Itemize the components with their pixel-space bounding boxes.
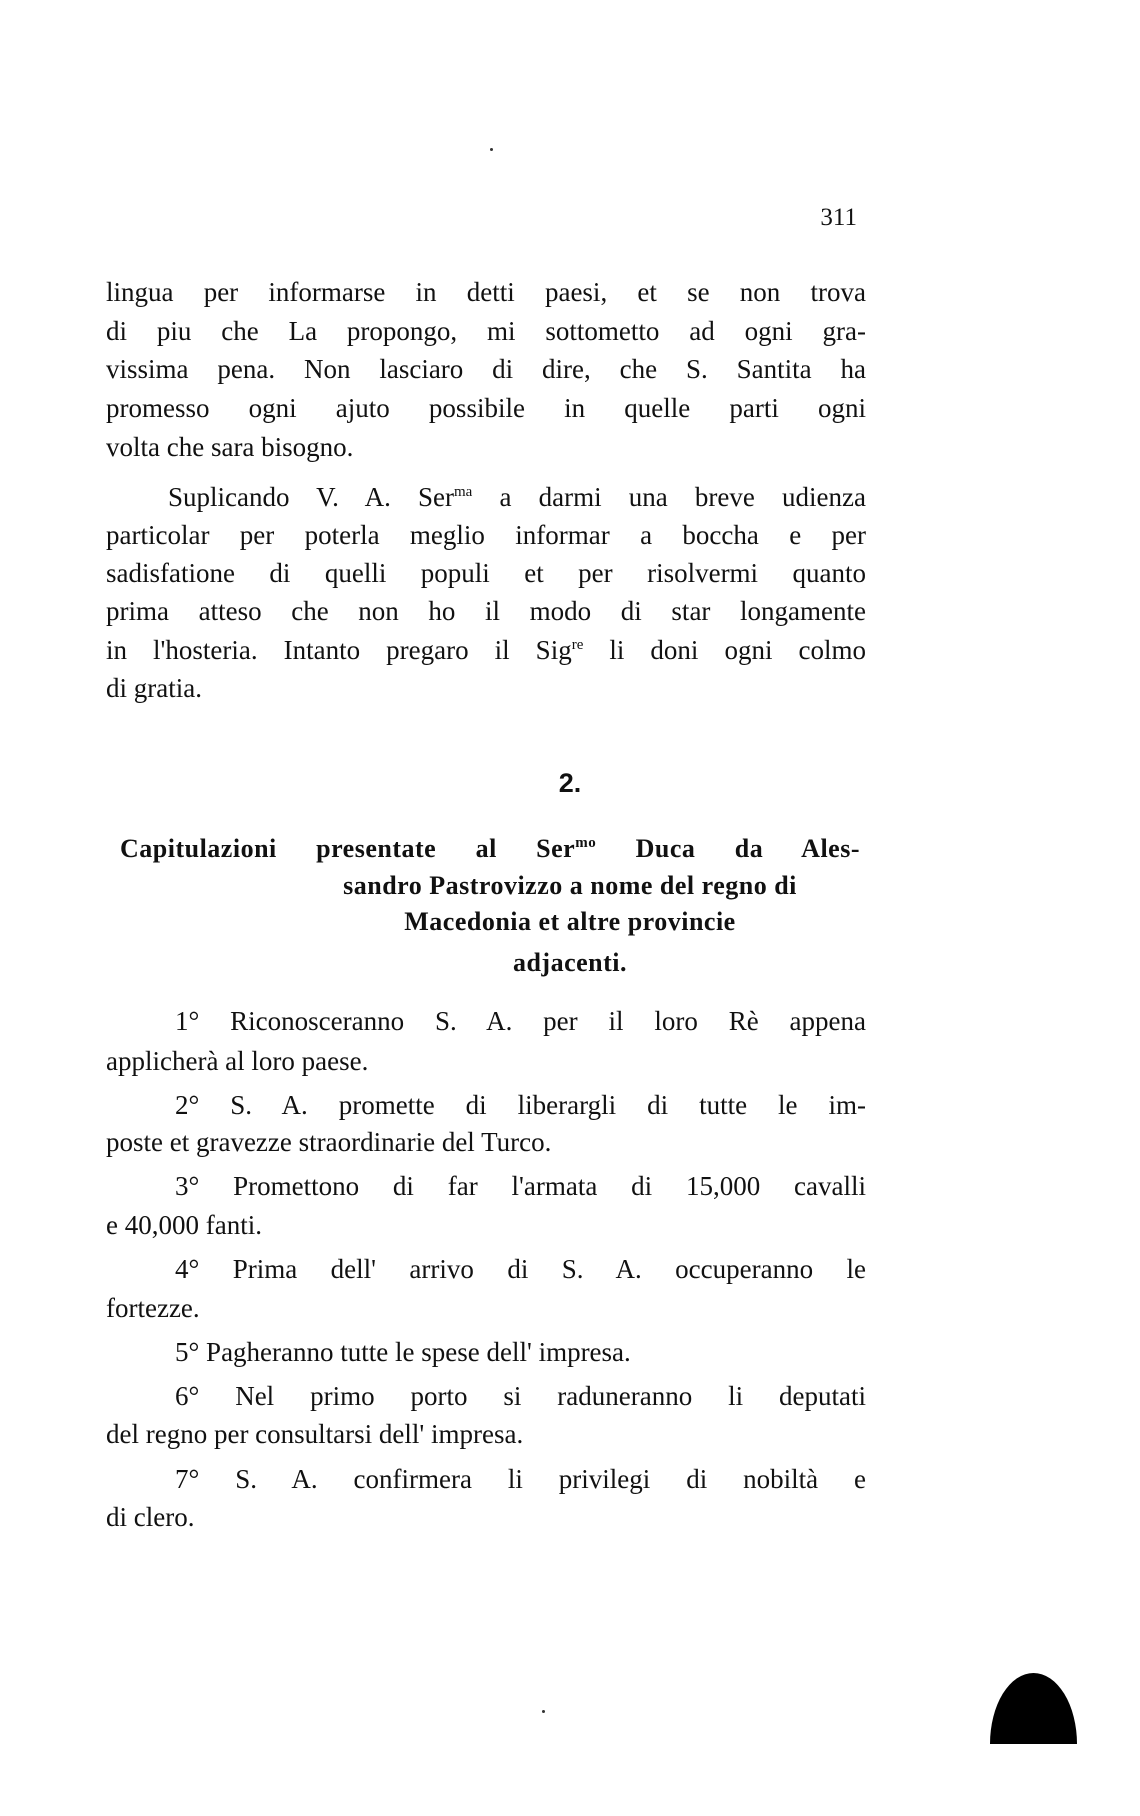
text-line: vissima pena. Non lasciaro di dire, che S. Santita ha	[106, 354, 866, 384]
text-line	[106, 634, 866, 666]
text-line: volta che sara bisogno.	[106, 432, 354, 462]
speck	[542, 1710, 545, 1713]
text: li doni ogni colmo	[583, 635, 866, 665]
scan-artifact	[990, 1673, 1077, 1744]
section-number: 2.	[558, 768, 582, 798]
speck	[490, 148, 493, 151]
list-item-line: fortezze.	[106, 1293, 200, 1323]
list-item-line: del regno per consultarsi dell' impresa.	[106, 1419, 524, 1449]
text-line: di gratia.	[106, 673, 202, 703]
list-item-line: 4° Prima dell' arrivo di S. A. occuperanno le	[175, 1254, 866, 1284]
superscript: mo	[575, 835, 597, 851]
text-line	[168, 481, 866, 513]
list-item-line: 1° Riconosceranno S. A. per il loro Rè appena	[175, 1006, 866, 1036]
superscript: re	[571, 637, 584, 653]
list-item-line: 5° Pagheranno tutte le spese dell' impresa.	[175, 1337, 631, 1367]
list-item-line: e 40,000 fanti.	[106, 1210, 262, 1240]
text: Suplicando V. A. Ser	[168, 482, 454, 512]
list-item-line: 7° S. A. confirmera li privilegi di nobiltà e	[175, 1464, 866, 1494]
text: Capitulazioni presentate al Ser	[120, 834, 576, 863]
list-item-line: 3° Promettono di far l'armata di 15,000 cavalli	[175, 1171, 866, 1201]
superscript: ma	[454, 484, 473, 500]
text-line: prima atteso che non ho il modo di star longamente	[106, 596, 866, 626]
text: Duca da Ales-	[596, 834, 860, 863]
list-item-line: di clero.	[106, 1502, 195, 1532]
title-line: adjacenti.	[512, 948, 628, 977]
text-line: di piu che La propongo, mi sottometto ad ogni gra-	[106, 316, 866, 346]
list-item-line: poste et gravezze straordinarie del Turco.	[106, 1127, 552, 1157]
list-item-line: 6° Nel primo porto si raduneranno li deputati	[175, 1381, 866, 1411]
text: in l'hosteria. Intanto pregaro il Sig	[106, 635, 572, 665]
title-line: Macedonia et altre provincie	[404, 907, 736, 936]
list-item-line: applicherà al loro paese.	[106, 1046, 369, 1076]
title-line: sandro Pastrovizzo a nome del regno di	[343, 871, 797, 900]
page-number: 311	[820, 204, 857, 231]
title-line	[120, 834, 860, 864]
text: a darmi una breve udienza	[472, 482, 866, 512]
text-line: particolar per poterla meglio informar a boccha e per	[106, 520, 866, 550]
text-line: lingua per informarse in detti paesi, et se non trova	[106, 277, 866, 307]
text-line: sadisfatione di quelli populi et per risolvermi quanto	[106, 558, 866, 588]
list-item-line: 2° S. A. promette di liberargli di tutte le im-	[175, 1090, 866, 1120]
text-line: promesso ogni ajuto possibile in quelle parti ogni	[106, 393, 866, 423]
